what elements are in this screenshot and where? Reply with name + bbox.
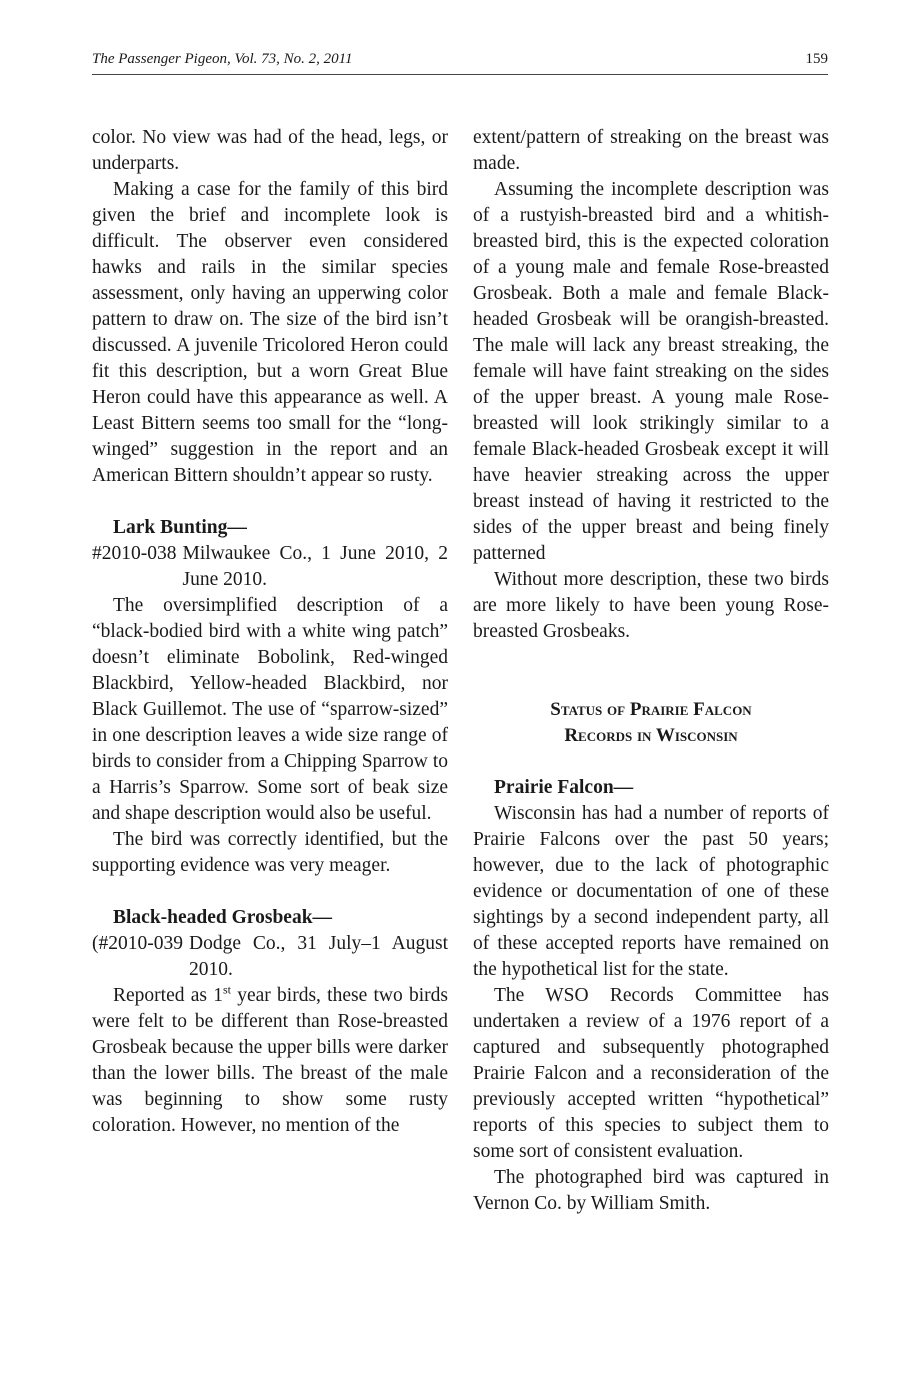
paragraph-falcon-3: The photographed bird was captured in Vernon Co. by William Smith. [473,1167,829,1214]
species-heading-black-headed-grosbeak: Black-headed Grosbeak— [113,907,333,928]
record-location: Dodge Co., 31 July–1 August 2010. [189,933,448,980]
running-header [92,48,828,75]
section-heading-line-2: Records in Wisconsin [564,725,738,746]
grosbeak-text-lead: Reported as 1 [113,985,223,1006]
left-column [92,125,448,1139]
record-black-headed-grosbeak [92,931,448,983]
record-number: (#2010-039 [92,933,183,954]
section-heading [473,697,829,749]
paragraph-without: Without more description, these two birds are more likely to have been young Rose-breasted Grosbeaks. [473,569,829,642]
record-lark-bunting [92,541,448,593]
paragraph-intro: color. No view was had of the head, legs, or underparts. [92,127,448,174]
paragraph-continued: extent/pattern of streaking on the breast was made. [473,127,829,174]
paragraph-lark-2: The bird was correctly identified, but the supporting evidence was very meager. [92,829,448,876]
paragraph-grosbeak [92,983,448,1139]
paragraph-falcon-1: Wisconsin has had a number of reports of Prairie Falcons over the past 50 years; however, due to the lack of photographic evidence or documentation of one of these sightings by a second independent party, all of these accepted reports have remained on the hypothetical list for the state. [473,803,829,980]
grosbeak-text-rest: year birds, these two birds were felt to be different than Rose-breasted Grosbeak because the upper bills were darker than the lower bills. The breast of the male was beginning to show some rusty coloration. However, no mention of the [92,985,448,1136]
paragraph-lark-1: The oversimplified description of a “black-bodied bird with a white wing patch” doesn’t eliminate Bobolink, Red-winged Blackbird, Yellow-headed Blackbird, nor Black Guillemot. The use of “sparrow-sized” in one description leaves a wide size range of birds to consider from a Chipping Sparrow to a Harris’s Sparrow. Some sort of beak size and shape description would also be useful. [92,595,448,824]
section-heading-line-1: Status of Prairie Falcon [550,699,752,720]
species-heading-lark-bunting: Lark Bunting— [113,517,247,538]
ordinal-superscript: st [222,982,231,997]
record-number: #2010-038 [92,543,177,564]
page-number: 159 [805,51,828,67]
right-column [473,125,829,1217]
species-heading-prairie-falcon: Prairie Falcon— [494,777,634,798]
paragraph-falcon-2: The WSO Records Committee has undertaken a review of a 1976 report of a captured and subsequently photographed Prairie Falcon and a reconsideration of the previously accepted written “hypothetical” reports of this species to subject them to some sort of consistent evaluation. [473,985,829,1162]
paragraph-case: Making a case for the family of this bird given the brief and incomplete look is difficult. The observer even considered hawks and rails in the similar species assessment, only having an upperwing color pattern to draw on. The size of the bird isn’t discussed. A juvenile Tricolored Heron could fit this description, but a worn Great Blue Heron could have this appearance as well. A Least Bittern seems too small for the “long-winged” suggestion in the report and an American Bittern shouldn’t appear so rusty. [92,179,448,486]
paragraph-assuming: Assuming the incomplete description was of a rustyish-breasted bird and a whitish-breasted bird, this is the expected coloration of a young male and female Rose-breasted Grosbeak. Both a male and female Black-headed Grosbeak will be orangish-breasted. The male will lack any breast streaking, the female will have faint streaking on the sides of the upper breast. A young male Rose-breasted will look strikingly similar to a female Black-headed Grosbeak except it will have heavier streaking across the upper breast instead of having it restricted to the sides of the upper breast and being finely patterned [473,179,829,564]
record-location: Milwaukee Co., 1 June 2010, 2 June 2010. [182,543,448,590]
journal-title: The Passenger Pigeon, Vol. 73, No. 2, 2011 [92,51,353,67]
